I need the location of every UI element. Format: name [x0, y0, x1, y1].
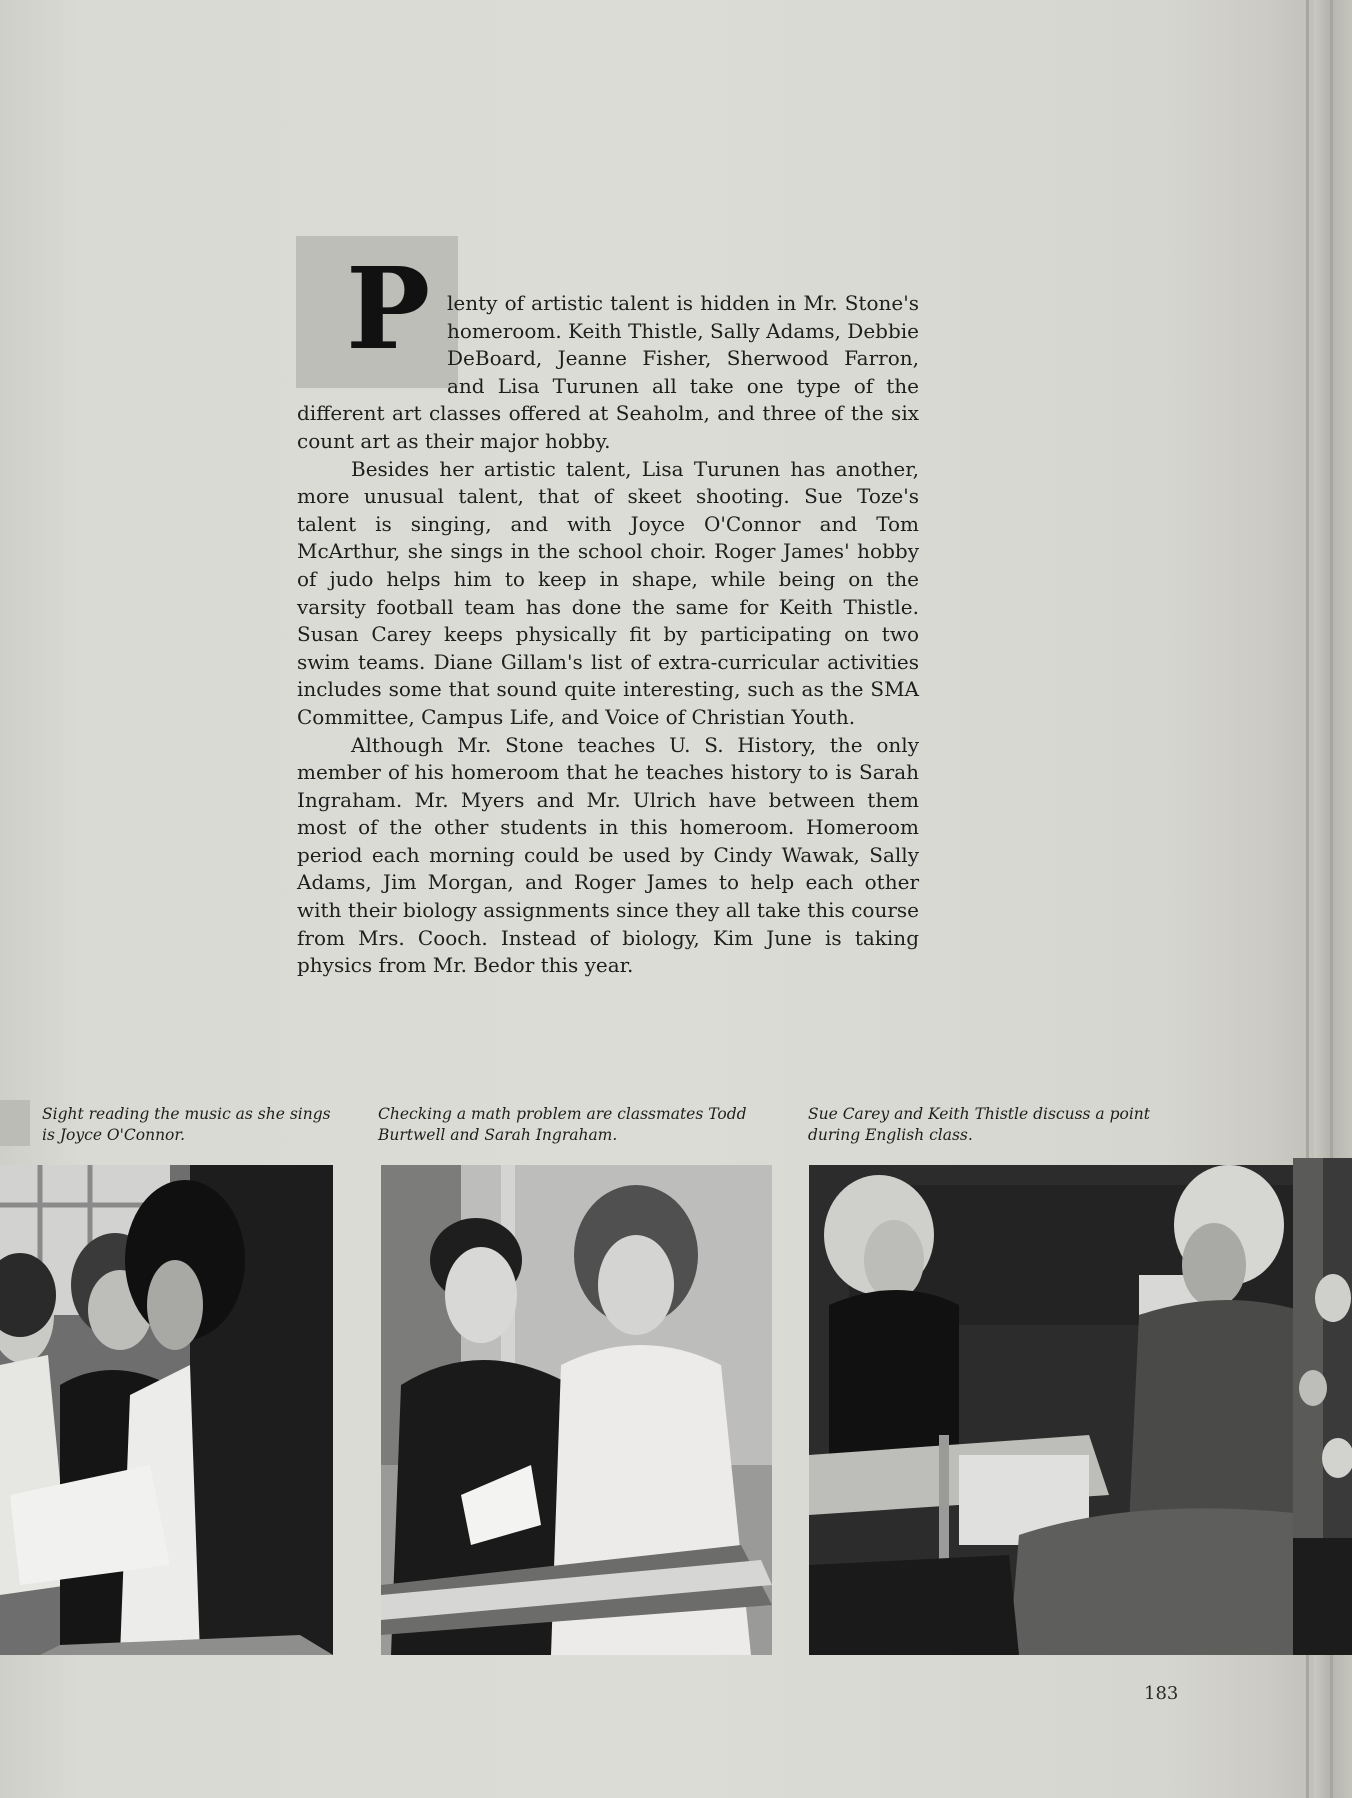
paragraph-1: lenty of artistic talent is hidden in Mr. Stone's homeroom. Keith Thistle, Sally Adams, Debbie DeBoard, Jeanne Fisher, Sherwood Farron, and Lisa Turunen all take one type of the different art classes offered at Seaholm, and three of the six count art as their major hobby. [297, 291, 919, 453]
photo-choir-students [0, 1165, 333, 1655]
dropcap-letter: P [346, 244, 431, 375]
photo-math-students [381, 1165, 772, 1655]
page-number: 183 [1144, 1683, 1179, 1704]
paragraph-2: Besides her artistic talent, Lisa Turunen has another, more unusual talent, that of skeet shooting. Sue Toze's talent is singing, and with Joyce O'Connor and Tom McArthur, she sings in the school choir. Roger James' hobby of judo helps him to keep in shape, while being on the varsity football team has done the same for Keith Thistle. Susan Carey keeps physically fit by participating on two swim teams. Diane Gillam's list of extra-curricular activities includes some that sound quite interesting, such as the SMA Committee, Campus Life, and Voice of Christian Youth. [297, 456, 919, 729]
photo-facing-page-edge [1293, 1158, 1352, 1655]
photo-caption-2: Checking a math problem are classmates Todd Burtwell and Sarah Ingraham. [378, 1105, 747, 1144]
photo-caption-1: Sight reading the music as she sings is Joyce O'Connor. [42, 1105, 331, 1144]
dropcap-space [297, 290, 447, 388]
paragraph-3: Although Mr. Stone teaches U. S. History, the only member of his homeroom that he teaches history to is Sarah Ingraham. Mr. Myers and Mr. Ulrich have between them most of the other students in this homeroom. Homeroom period each morning could be used by Cindy Wawak, Sally Adams, Jim Morgan, and Roger James to help each other with their biology assignments since they all take this course from Mrs. Cooch. Instead of biology, Kim June is taking physics from Mr. Bedor this year. [297, 732, 919, 978]
photo-caption-3: Sue Carey and Keith Thistle discuss a point during English class. [808, 1105, 1151, 1144]
article-body [297, 290, 919, 980]
caption-marker [0, 1100, 30, 1146]
photo-english-class [809, 1165, 1314, 1655]
